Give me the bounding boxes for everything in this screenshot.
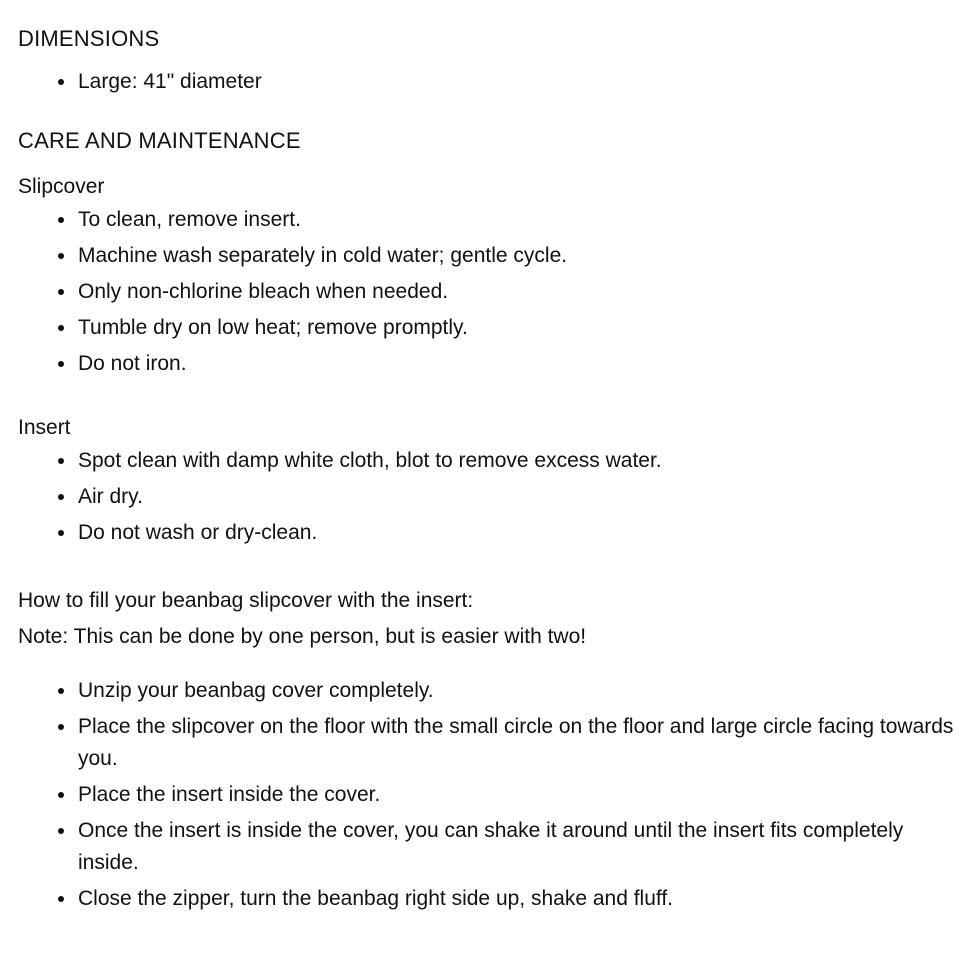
howto-title: How to fill your beanbag slipcover with the insert:: [18, 589, 474, 613]
insert-subheading: Insert: [18, 416, 71, 440]
list-item: Once the insert is inside the cover, you can shake it around until the insert fits completely inside.: [78, 815, 954, 879]
slipcover-care-list: [18, 204, 954, 380]
list-item: Unzip your beanbag cover completely.: [78, 675, 954, 707]
list-item: Spot clean with damp white cloth, blot to remove excess water.: [78, 445, 954, 477]
list-item: To clean, remove insert.: [78, 204, 954, 236]
product-details: [18, 0, 954, 919]
care-heading: CARE AND MAINTENANCE: [18, 128, 301, 154]
howto-steps-list: [18, 675, 954, 915]
list-item: Place the insert inside the cover.: [78, 779, 954, 811]
list-item: Air dry.: [78, 481, 954, 513]
list-item: Tumble dry on low heat; remove promptly.: [78, 312, 954, 344]
howto-note: Note: This can be done by one person, but is easier with two!: [18, 625, 587, 649]
insert-care-list: [18, 445, 954, 549]
list-item: Do not iron.: [78, 348, 954, 380]
dimensions-heading: DIMENSIONS: [18, 26, 160, 51]
list-item: Close the zipper, turn the beanbag right side up, shake and fluff.: [78, 883, 954, 915]
dimensions-section: [18, 0, 954, 98]
care-section: [18, 128, 954, 549]
dimensions-list: [18, 66, 954, 98]
howto-section: [18, 583, 954, 915]
list-item: Only non-chlorine bleach when needed.: [78, 276, 954, 308]
list-item: Do not wash or dry-clean.: [78, 517, 954, 549]
slipcover-subheading: Slipcover: [18, 174, 105, 198]
list-item: Large: 41" diameter: [78, 66, 954, 98]
list-item: Place the slipcover on the floor with the small circle on the floor and large circle facing towards you.: [78, 711, 954, 775]
list-item: Machine wash separately in cold water; gentle cycle.: [78, 240, 954, 272]
